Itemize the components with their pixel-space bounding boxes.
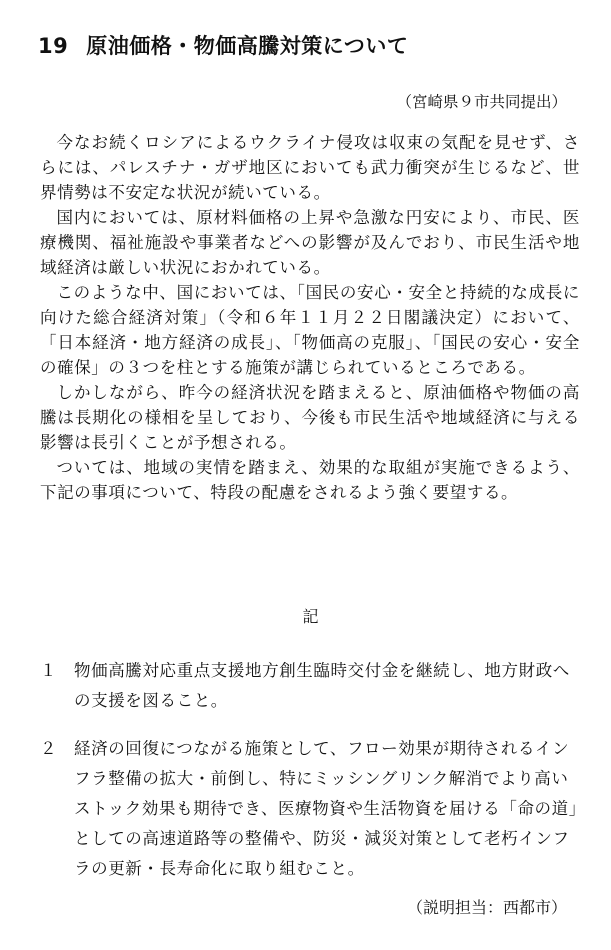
item-text: 経済の回復につながる施策として、フロー効果が期待されるインフラ整備の拡大・前倒し、特にミッシングリンク解消でより高いストック効果も期待でき、医療物資や生活物資を届ける「命の道」としての高速道路等の整備や、防災・減災対策として老朽インフラの更新・長寿命化に取り組むこと。 xyxy=(74,739,578,878)
item-text: 物価高騰対応重点支援地方創生臨時交付金を継続し、地方財政への支援を図ること。 xyxy=(74,661,570,710)
request-item xyxy=(40,734,580,884)
document-title xyxy=(38,30,408,60)
paragraph: 国内においては、原材料価格の上昇や急激な円安により、市民、医療機関、福祉施設や事業者などへの影響が及んでおり、市民生活や地域経済は厳しい状況におかれている。 xyxy=(40,208,580,277)
body-text xyxy=(40,130,580,505)
title-text: 原油価格・物価高騰対策について xyxy=(86,34,409,58)
paragraph: 今なお続くロシアによるウクライナ侵攻は収束の気配を見せず、さらには、パレスチナ・ガザ地区においても武力衝突が生じるなど、世界情勢は不安定な状況が続いている。 xyxy=(40,133,580,202)
explainer-note: （説明担当：西都市） xyxy=(406,898,567,917)
paragraph: ついては、地域の実情を踏まえ、効果的な取組が実施できるよう、下記の事項について、特段の配慮をされるよう強く要望する。 xyxy=(40,458,580,502)
title-number: 19 xyxy=(38,34,69,58)
paragraph: しかしながら、昨今の経済状況を踏まえると、原油価格や物価の高騰は長期化の様相を呈しており、今後も市民生活や地域経済に与える影響は長引くことが予想される。 xyxy=(40,383,580,452)
item-number: １ xyxy=(40,661,58,680)
submitter-note: （宮崎県９市共同提出） xyxy=(396,93,567,111)
ki-heading: 記 xyxy=(302,607,319,626)
item-number: ２ xyxy=(40,739,58,758)
request-item xyxy=(40,656,580,716)
paragraph: このような中、国においては、「国民の安心・安全と持続的な成長に向けた総合経済対策」（令和６年１１月２２日閣議決定）において、「日本経済・地方経済の成長」、「物価高の克服」、「国民の安心・安全の確保」の３つを柱とする施策が講じられているところである。 xyxy=(40,283,580,377)
